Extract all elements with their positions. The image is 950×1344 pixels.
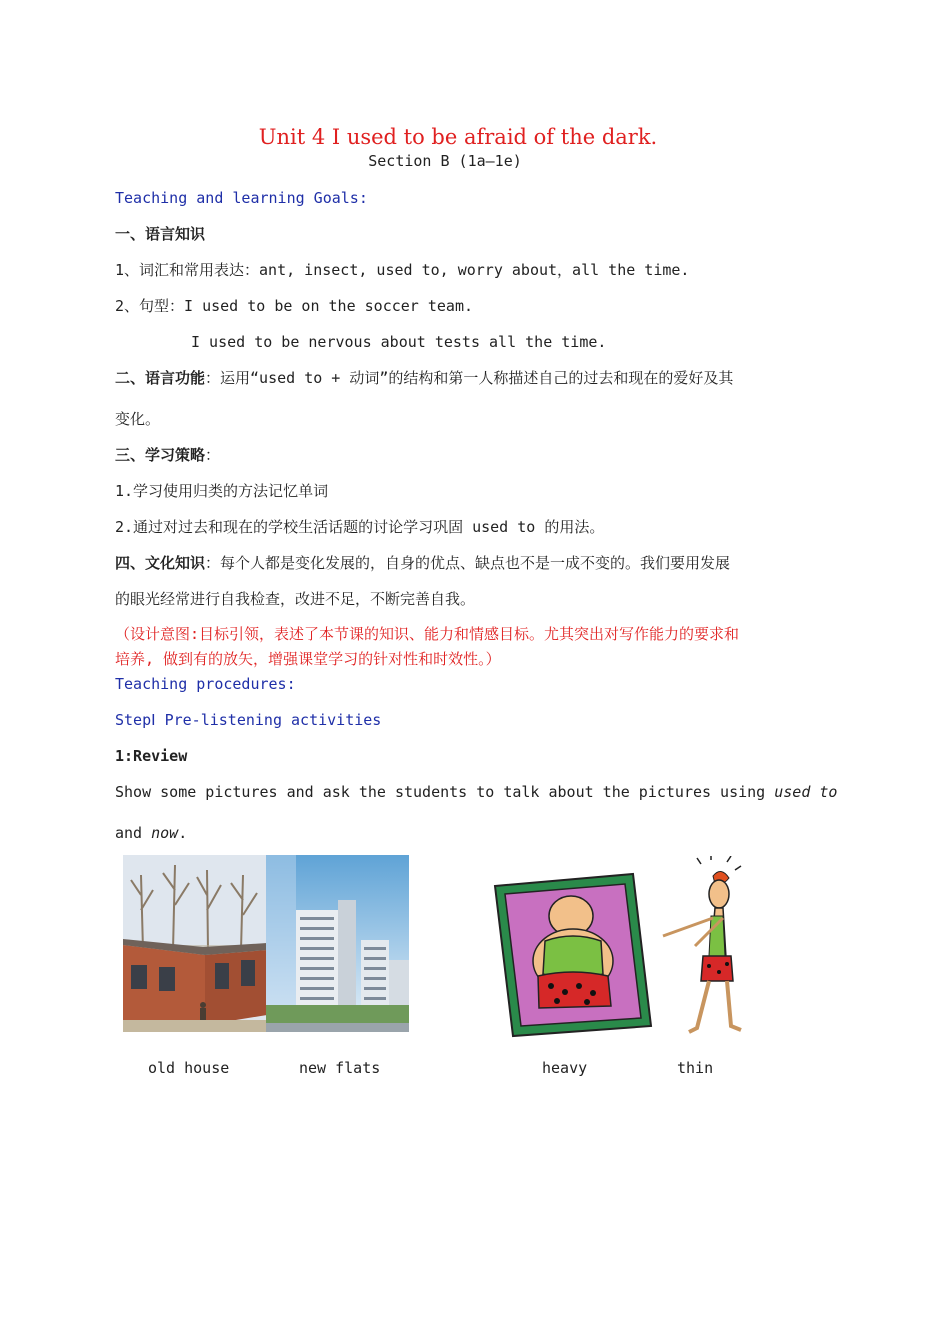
culture-text: ：每个人都是变化发展的，自身的优点、缺点也不是一成不变的。我们要用发展	[205, 554, 731, 572]
language-function-label: 二、语言功能	[115, 369, 206, 387]
old-house-image	[123, 855, 267, 1032]
learning-strategy-label: 三、学习策略	[115, 446, 206, 464]
old-house-illustration	[123, 855, 267, 1032]
section-language-knowledge: 一、语言知识	[115, 225, 206, 243]
procedures-heading: Teaching procedures:	[115, 675, 296, 693]
heavy-thin-cartoon	[483, 856, 748, 1044]
culture-line-2: 的眼光经常进行自我检查，改进不足，不断完善自我。	[115, 590, 476, 608]
new-flats-image	[266, 855, 409, 1032]
review-text: Show some pictures and ask the students to talk about the pictures using	[115, 783, 775, 801]
culture-line	[115, 553, 730, 573]
culture-label: 四、文化知识	[115, 554, 206, 572]
sentence-line-1: 2、句型：I used to be on the soccer team.	[115, 297, 474, 315]
review-period: .	[178, 824, 188, 842]
review-heading: 1:Review	[115, 747, 188, 765]
strategy-item-2: 2.通过对过去和现在的学校生活话题的讨论学习巩固 used to 的用法。	[115, 518, 605, 536]
caption-old-house: old house	[148, 1059, 230, 1077]
goals-heading: Teaching and learning Goals:	[115, 189, 368, 207]
review-text-line-2	[115, 823, 187, 843]
language-function-text: ：运用“used to + 动词”的结构和第一人称描述自己的过去和现在的爱好及其	[205, 369, 734, 387]
learning-strategy-heading	[115, 445, 220, 465]
sentence-line-2: I used to be nervous about tests all the time.	[191, 333, 607, 351]
step1-heading: StepⅠ Pre-listening activities	[115, 711, 382, 729]
caption-thin: thin	[677, 1059, 714, 1077]
page-title: Unit 4 I used to be afraid of the dark.	[258, 125, 658, 149]
mirror-cartoon-illustration	[483, 856, 748, 1044]
vocab-line: 1、词汇和常用表达：ant, insect, used to, worry about，all the time.	[115, 261, 690, 279]
page-subtitle: Section B (1a—1e)	[368, 152, 522, 170]
design-intent-line-2: 培养, 做到有的放矢，增强课堂学习的针对性和时效性。）	[115, 650, 501, 668]
caption-heavy: heavy	[542, 1059, 588, 1077]
strategy-item-1: 1.学习使用归类的方法记忆单词	[115, 482, 329, 500]
review-text-line-1	[115, 782, 837, 802]
new-flats-illustration	[266, 855, 409, 1032]
language-function-line-2: 变化。	[115, 410, 161, 428]
language-function-line	[115, 368, 733, 388]
design-intent-line-1: （设计意图:目标引领，表述了本节课的知识、能力和情感目标。尤其突出对写作能力的要求和	[115, 625, 740, 643]
learning-strategy-colon: ：	[205, 446, 221, 464]
review-now: now	[151, 824, 179, 842]
review-and: and	[115, 824, 152, 842]
caption-new-flats: new flats	[299, 1059, 381, 1077]
review-used-to: used to	[774, 783, 838, 801]
